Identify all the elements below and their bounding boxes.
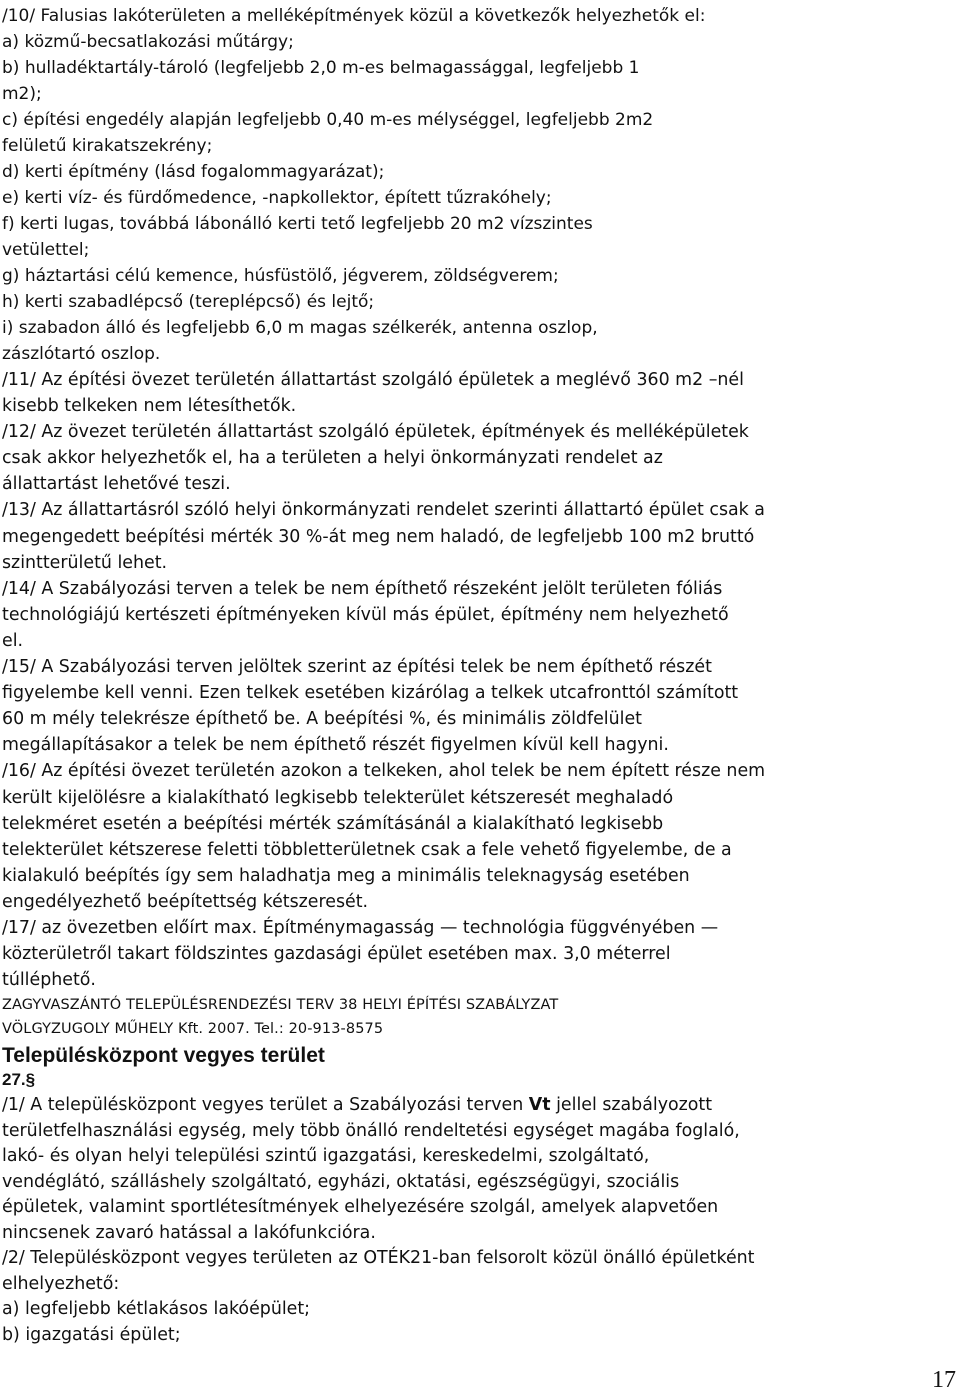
text-line: kisebb telkeken nem létesíthetők.: [2, 396, 297, 417]
text-line: zászlótartó oszlop.: [2, 344, 161, 364]
text-line: telekterület kétszerese feletti többletterületnek csak a fele vehető figyelembe, de a: [2, 839, 732, 860]
paragraphs-11-17: [2, 367, 954, 993]
text-line: /15/ A Szabályozási terven jelöltek szerint az építési telek be nem építhető részét: [2, 657, 712, 678]
section-number: 27.§: [2, 1070, 36, 1090]
text-line: engedélyezhető beépítettség kétszeresét.: [2, 891, 369, 912]
zone-code: Vt: [528, 1095, 551, 1116]
text-line: vetülettel;: [2, 240, 90, 260]
footer-title: ZAGYVASZÁNTÓ TELEPÜLÉSRENDEZÉSI TERV 38 HELYI ÉPÍTÉSI SZABÁLYZAT: [2, 997, 559, 1014]
text-line: közterületről takart földszintes gazdasági épület esetében max. 3,0 méterrel: [2, 944, 671, 965]
section-title: Településközpont vegyes terület: [2, 1044, 325, 1068]
text-line: túlléphető.: [2, 970, 96, 991]
paragraph-10-list: [2, 0, 954, 367]
section-number-block: [2, 1067, 954, 1093]
text-line: /17/ az övezetben előírt max. Építménymagasság — technológia függvényében —: [2, 917, 719, 938]
text-line: [2, 1093, 954, 1119]
page-number: 17: [932, 1367, 956, 1393]
text-line: lakó- és olyan helyi települési szintű igazgatási, kereskedelmi, szolgáltató,: [2, 1146, 650, 1167]
footer-company: VÖLGYZUGOLY MŰHELY Kft. 2007. Tel.: 20-913-8575: [2, 1021, 384, 1038]
text-line: megengedett beépítési mérték 30 %-át meg nem haladó, de legfeljebb 100 m2 bruttó: [2, 526, 755, 547]
text-line: /12/ Az övezet területén állattartást szolgáló épületek, építmények és melléképületek: [2, 422, 749, 443]
text-line: i) szabadon álló és legfeljebb 6,0 m magas szélkerék, antenna oszlop,: [2, 318, 598, 338]
text-line: /2/ Településközpont vegyes területen az OTÉK21-ban felsorolt közül önálló épületként: [2, 1248, 755, 1269]
text-line: a) közmű-becsatlakozási műtárgy;: [2, 32, 294, 52]
text-line: a) legfeljebb kétlakásos lakóépület;: [2, 1299, 311, 1320]
text-line: figyelembe kell venni. Ezen telkek esetében kizárólag a telkek utcafronttól számított: [2, 683, 739, 704]
text-line: vendéglátó, szálláshely szolgáltató, egyházi, oktatási, egészségügyi, szociális: [2, 1171, 680, 1192]
text-line: telekméret esetén a beépítési mérték számításánál a kialakítható legkisebb: [2, 813, 664, 834]
text-line: szintterületű lehet.: [2, 552, 168, 573]
text-line: /10/ Falusias lakóterületen a melléképítmények közül a következők helyezhetők el:: [2, 6, 706, 26]
text-run: /1/ A településközpont vegyes terület a Szabályozási terven: [2, 1095, 529, 1116]
text-line: e) kerti víz- és fürdőmedence, -napkollektor, épített tűzrakóhely;: [2, 188, 552, 208]
text-line: megállapításakor a telek be nem építhető részét figyelmen kívül kell hagyni.: [2, 735, 669, 756]
section-27-body: [2, 1093, 954, 1348]
text-line: c) építési engedély alapján legfeljebb 0,40 m-es mélységgel, legfeljebb 2m2: [2, 110, 654, 130]
section-heading: [2, 1041, 954, 1067]
text-line: el.: [2, 630, 24, 651]
text-line: g) háztartási célú kemence, húsfüstölő, jégverem, zöldségverem;: [2, 266, 559, 286]
text-line: /11/ Az építési övezet területén állattartást szolgáló épületek a meglévő 360 m2 –nél: [2, 370, 744, 390]
text-line: technológiájú kertészeti építményeken kívül más épület, építmény nem helyezhető: [2, 604, 729, 625]
text-line: d) kerti építmény (lásd fogalommagyarázat);: [2, 162, 385, 182]
text-line: állattartást lehetővé teszi.: [2, 474, 231, 495]
text-line: csak akkor helyezhetők el, ha a területen a helyi önkormányzati rendelet az: [2, 448, 663, 469]
text-line: h) kerti szabadlépcső (tereplépcső) és lejtő;: [2, 292, 375, 312]
text-line: f) kerti lugas, továbbá lábonálló kerti tető legfeljebb 20 m2 vízszintes: [2, 214, 593, 234]
text-line: /13/ Az állattartásról szóló helyi önkormányzati rendelet szerinti állattartó épület csak a: [2, 500, 765, 521]
text-line: kialakuló beépítés így sem haladhatja meg a minimális teleknagyság esetében: [2, 865, 690, 886]
text-line: területfelhasználási egység, mely több önálló rendeltetési egységet magába foglaló,: [2, 1120, 740, 1141]
text-line: nincsenek zavaró hatással a lakófunkcióra.: [2, 1222, 376, 1243]
text-line: elhelyezhető:: [2, 1273, 120, 1294]
running-footer: [2, 993, 954, 1041]
text-line: /16/ Az építési övezet területén azokon a telkeken, ahol telek be nem épített része nem: [2, 761, 766, 782]
text-line: felületű kirakatszekrény;: [2, 136, 213, 156]
text-line: /14/ A Szabályozási terven a telek be nem építhető részeként jelölt területen fóliás: [2, 578, 723, 599]
text-line: 60 m mély telekrésze építhető be. A beépítési %, és minimális zöldfelület: [2, 709, 642, 730]
text-line: épületek, valamint sportlétesítmények elhelyezésére szolgál, amelyek alapvetően: [2, 1197, 719, 1218]
text-run: jellel szabályozott: [550, 1095, 713, 1116]
document-page: [2, 0, 954, 1348]
text-line: került kijelölésre a kialakítható legkisebb telekterület kétszeresét meghaladó: [2, 787, 674, 808]
text-line: m2);: [2, 84, 42, 104]
text-line: b) hulladéktartály-tároló (legfeljebb 2,0 m-es belmagassággal, legfeljebb 1: [2, 58, 640, 78]
text-line: b) igazgatási épület;: [2, 1324, 181, 1345]
